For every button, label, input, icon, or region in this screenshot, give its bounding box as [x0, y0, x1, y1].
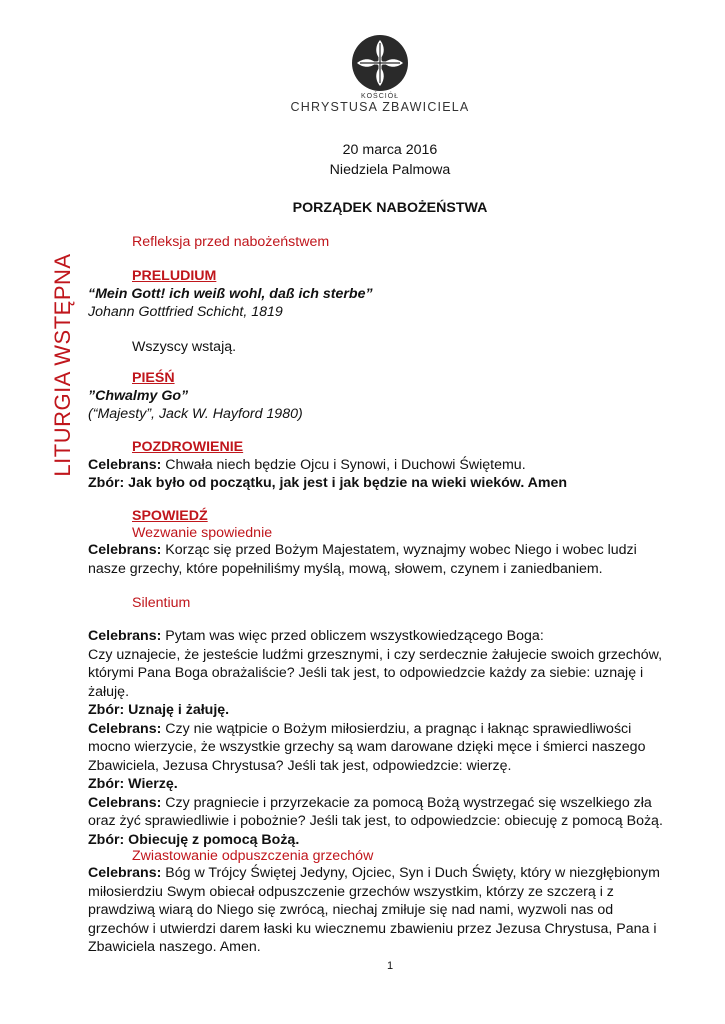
logo-small-text: KOŚCIÓŁ [360, 93, 400, 100]
absolution-text: Celebrans: Bóg w Trójcy Świętej Jedyny, Ojciec, Syn i Duch Święty, który w niezgłębionym miłosierdziu Swym obiecał odpuszczenie grzechów wszystkim, którzy ze szczerą i z prawdziwą wiarą do Niego się zwrócą, niechaj zmiłuje się nad nami, wyzwoli nas od grzechów i utwierdzi darem łaski ku wiecznemu zbawieniu przez Jezusa Chrystusa, Pana i Zbawiciela naszego. Amen. [88, 865, 660, 955]
confession-heading: SPOWIEDŹ [132, 508, 208, 524]
page-number: 1 [386, 960, 394, 972]
page-title: PORZĄDEK NABOŻEŃSTWA [292, 200, 488, 216]
greeting-response: Zbór: Jak było od początku, jak jest i jak będzie na wieki wieków. Amen [88, 475, 568, 491]
silentium-label: Silentium [132, 595, 191, 611]
hymn-source: (“Majesty”, Jack W. Hayford 1980) [88, 406, 303, 422]
confession-subheading: Wezwanie spowiednie [132, 525, 273, 541]
all-stand-note: Wszyscy wstają. [132, 339, 237, 355]
confession-text: Celebrans: Korząc się przed Bożym Majestatem, wyznajmy wobec Niego i wobec ludzi nasze grzechy, które popełniliśmy myślą, mową, słowem, czynem i zaniedbaniem. [88, 542, 637, 577]
service-day: Niedziela Palmowa [329, 162, 451, 178]
hymn-heading: PIEŚŃ [132, 370, 175, 386]
questions-block: Celebrans: Pytam was więc przed obliczem wszystkowiedzącego Boga: Czy uznajecie, że jesteście ludźmi grzesznymi, i czy serdecznie żałujecie swoich grzechów, którymi Pana Boga obrażaliście? Jeśli tak jest, to odpowiedzcie każdy za siebie: uznaję i żałuję. Zbór: Uznaję i żałuję. Celebrans: Czy nie wątpicie o Bożym miłosierdziu, a pragnąc i łaknąc sprawiedliwości mocno wierzycie, że wszystkie grzechy są wam darowane dzięki męce i śmierci naszego Zbawiciela, Jezusa Chrystusa? Jeśli tak jest, odpowiedzcie: wierzę. Zbór: Wierzę. Celebrans: Czy pragniecie i przyrzekacie za pomocą Bożą wystrzegać się wszelkiego zła oraz żyć sprawiedliwie i pobożnie? Jeśli tak jest, to odpowiedzcie: obiecuję z pomocą Bożą. Zbór: Obiecuję z pomocą Bożą. [88, 628, 663, 848]
absolution-heading: Zwiastowanie odpuszczenia grzechów [132, 848, 374, 864]
cross-flower-icon [351, 34, 409, 92]
prelude-composer: Johann Gottfried Schicht, 1819 [88, 304, 283, 320]
prelude-piece: “Mein Gott! ich weiß wohl, daß ich sterbe” [88, 286, 373, 302]
greeting-celebrant: Celebrans: Chwała niech będzie Ojcu i Synowi, i Duchowi Świętemu. [88, 457, 526, 473]
hymn-title: ”Chwalmy Go” [88, 388, 189, 404]
greeting-heading: POZDROWIENIE [132, 439, 244, 455]
prelude-heading: PRELUDIUM [132, 268, 217, 284]
service-date: 20 marca 2016 [342, 142, 438, 158]
logo-main-text: CHRYSTUSA ZBAWICIELA [290, 100, 470, 114]
reflection-label: Refleksja przed nabożeństwem [132, 234, 330, 250]
